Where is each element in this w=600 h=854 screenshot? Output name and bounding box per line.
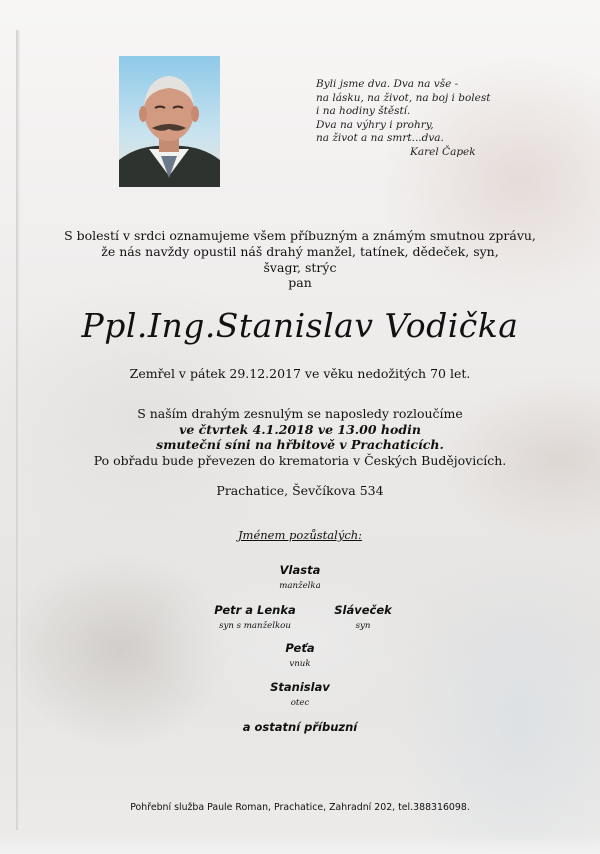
funeral-datetime: ve čtvrtek 4.1.2018 ve 13.00 hodin [179, 421, 421, 437]
mourner-item [200, 603, 310, 631]
mourner-item [250, 680, 350, 708]
funeral-service-footer: Pohřební služba Paule Roman, Prachatice, Zahradní 202, tel.388316098. [130, 802, 470, 813]
deceased-name: Ppl.Ing.Stanislav Vodička [81, 306, 519, 345]
announcement-line: pan [288, 275, 312, 291]
bottom-fade [0, 836, 600, 854]
poem [316, 78, 516, 160]
poem-line: na život a na smrt...dva. [316, 132, 444, 145]
funeral-intro: S naším drahým zesnulým se naposledy rozloučíme [137, 406, 463, 421]
mourner-relation: vnuk [289, 659, 311, 669]
funeral-details [0, 406, 600, 468]
funeral-place: smuteční síni na hřbitově v Prachaticích. [156, 437, 444, 452]
mourner-name: Vlasta [279, 563, 321, 577]
poem-line: Byli jsme dva. Dva na vše - [316, 78, 459, 90]
mourner-relation: syn [355, 621, 371, 631]
poem-line: Dva na výhry i prohry, [316, 118, 434, 131]
announcement-line: že nás navždy opustil náš drahý manžel, tatínek, dědeček, syn, [101, 243, 499, 259]
mourner-relation: syn s manželkou [219, 621, 291, 631]
poem-line: i na hodiny štěstí. [316, 105, 411, 118]
other-relatives: a ostatní příbuzní [242, 720, 358, 734]
mourner-item [250, 641, 350, 669]
death-notice: Zemřel v pátek 29.12.2017 ve věku nedožitých 70 let. [129, 366, 471, 381]
announcement-line: S bolestí v srdci oznamujeme všem příbuzným a známým smutnou zprávu, [64, 228, 536, 243]
mourner-item [250, 563, 350, 591]
mourners-title: Jménem pozůstalých: [237, 528, 363, 542]
address: Prachatice, Ševčíkova 534 [216, 483, 384, 498]
mourner-name: Petr a Lenka [214, 603, 296, 617]
funeral-after: Po obřadu bude převezen do krematoria v Českých Budějovicích. [93, 452, 507, 468]
mourner-name: Sláveček [334, 603, 392, 617]
mourner-relation: otec [290, 698, 310, 708]
poem-author: Karel Čapek [410, 145, 476, 158]
mourner-name: Peťa [285, 641, 315, 655]
mourner-relation: manželka [279, 581, 321, 591]
announcement [0, 228, 600, 291]
poem-line: na lásku, na život, na boj i bolest [316, 91, 491, 104]
announcement-line: švagr, strýc [263, 259, 337, 275]
portrait-photo [119, 56, 220, 187]
mourner-name: Stanislav [270, 680, 330, 694]
mourner-item [318, 603, 408, 631]
